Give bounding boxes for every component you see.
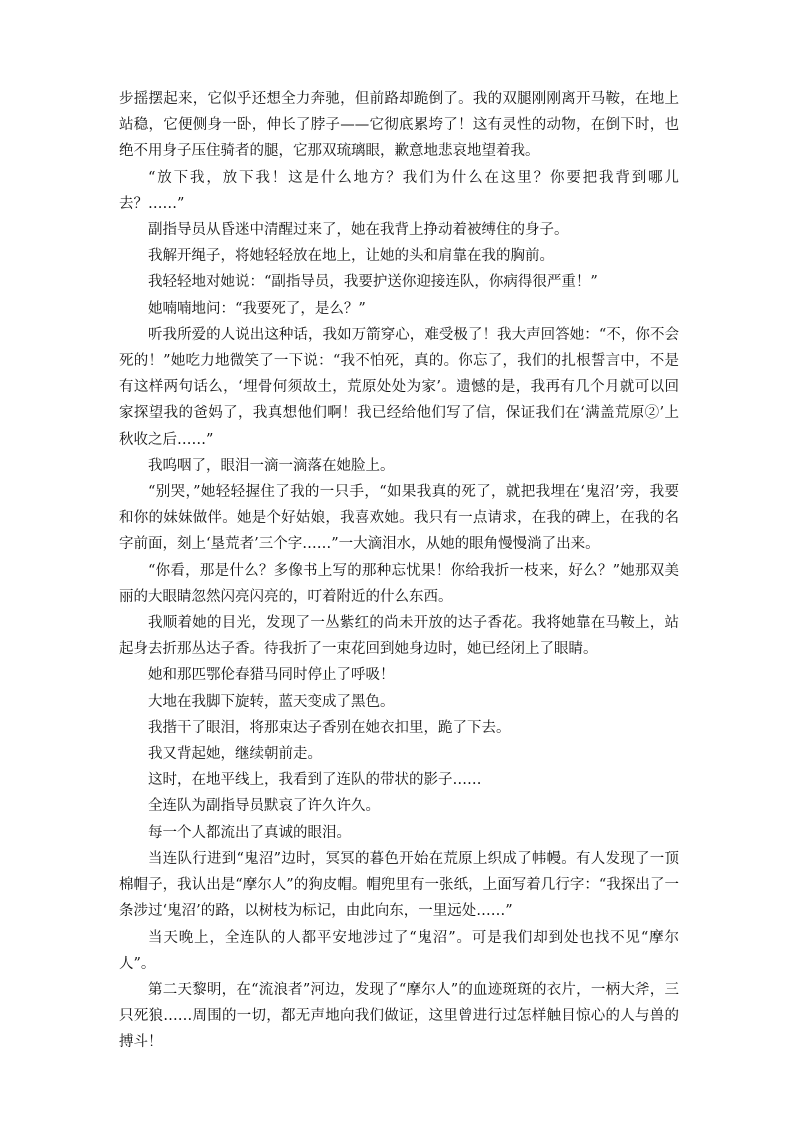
- paragraph-18: 每一个人都流出了真诚的眼泪。: [148, 824, 351, 841]
- paragraph-4: 我解开绳子，将她轻轻放在地上，让她的头和肩靠在我的胸前。: [148, 248, 554, 265]
- paragraph-12: 她和那匹鄂伦春猎马同时停止了呼吸！: [148, 667, 395, 684]
- paragraph-9: “别哭，”她轻轻握住了我的一只手，“如果我真的死了，就把我埋在‘鬼沼’旁，我要和你的妹妹做伴。她是个好姑娘，我喜欢她。我只有一点请求，在我的碑上，在我的名字前面，刻上‘垦荒者’三个字……”一大滴泪水，从她的眼角慢慢淌了出来。: [119, 484, 679, 553]
- paragraph-20: 当天晚上，全连队的人都平安地涉过了“鬼沼”。可是我们却到处也找不见“摩尔人”。: [119, 929, 679, 972]
- paragraph-21: 第二天黎明，在“流浪者”河边，发现了“摩尔人”的血迹斑斑的衣片，一柄大斧，三只死狼……周围的一切，都无声地向我们做证，这里曾进行过怎样触目惊心的人与兽的搏斗！: [119, 981, 679, 1051]
- paragraph-5: 我轻轻地对她说：“副指导员，我要护送你迎接连队，你病得很严重！”: [148, 274, 598, 291]
- paragraph-16: 这时，在地平线上，我看到了连队的带状的影子……: [148, 772, 482, 789]
- paragraph-19: 当连队行进到“鬼沼”边时，冥冥的暮色开始在荒原上织成了帏幔。有人发现了一顶棉帽子，我认出是“摩尔人”的狗皮帽。帽兜里有一张纸，上面写着几行字：“我探出了一条涉过‘鬼沼’的路，以树枝为标记，由此向东，一里远处……”: [119, 850, 679, 920]
- paragraph-17: 全连队为副指导员默哀了许久许久。: [148, 798, 380, 815]
- paragraph-3: 副指导员从昏迷中清醒过来了，她在我背上挣动着被缚住的身子。: [148, 222, 569, 239]
- paragraph-2: “放下我，放下我！这是什么地方？我们为什么在这里？你要把我背到哪儿去？……”: [119, 169, 679, 212]
- document-page: [119, 86, 679, 1056]
- paragraph-6: 她喃喃地问：“我要死了，是么？”: [148, 300, 366, 317]
- paragraph-14: 我揩干了眼泪，将那束达子香别在她衣扣里，跪了下去。: [148, 719, 511, 736]
- paragraph-10: “你看，那是什么？多像书上写的那种忘忧果！你给我折一枝来，好么？”她那双美丽的大眼睛忽然闪亮闪亮的，叮着附近的什么东西。: [119, 562, 679, 605]
- paragraph-8: 我呜咽了，眼泪一滴一滴落在她脸上。: [148, 457, 395, 474]
- paragraph-1: 步摇摆起来，它似乎还想全力奔驰，但前路却跪倒了。我的双腿刚刚离开马鞍，在地上站稳，它便侧身一卧，伸长了脖子——它彻底累垮了！这有灵性的动物，在倒下时，也绝不用身子压住骑者的腿，它那双琉璃眼，歉意地悲哀地望着我。: [119, 91, 679, 160]
- paragraph-11: 我顺着她的目光，发现了一丛紫红的尚未开放的达子香花。我将她靠在马鞍上，站起身去折那丛达子香。待我折了一束花回到她身边时，她已经闭上了眼睛。: [119, 615, 679, 658]
- paragraph-15: 我又背起她，继续朝前走。: [148, 746, 322, 763]
- paragraph-7: 听我所爱的人说出这种话，我如万箭穿心，难受极了！我大声回答她：“不，你不会死的！”她吃力地微笑了一下说：“我不怕死，真的。你忘了，我们的扎根誓言中，不是有这样两句话么，‘埋骨何须故土，荒原处处为家’。遗憾的是，我再有几个月就可以回家探望我的爸妈了，我真想他们啊！我已经给他们写了信，保证我们在‘满盖荒原②’上秋收之后……”: [119, 326, 679, 448]
- paragraph-13: 大地在我脚下旋转，蓝天变成了黑色。: [148, 693, 395, 710]
